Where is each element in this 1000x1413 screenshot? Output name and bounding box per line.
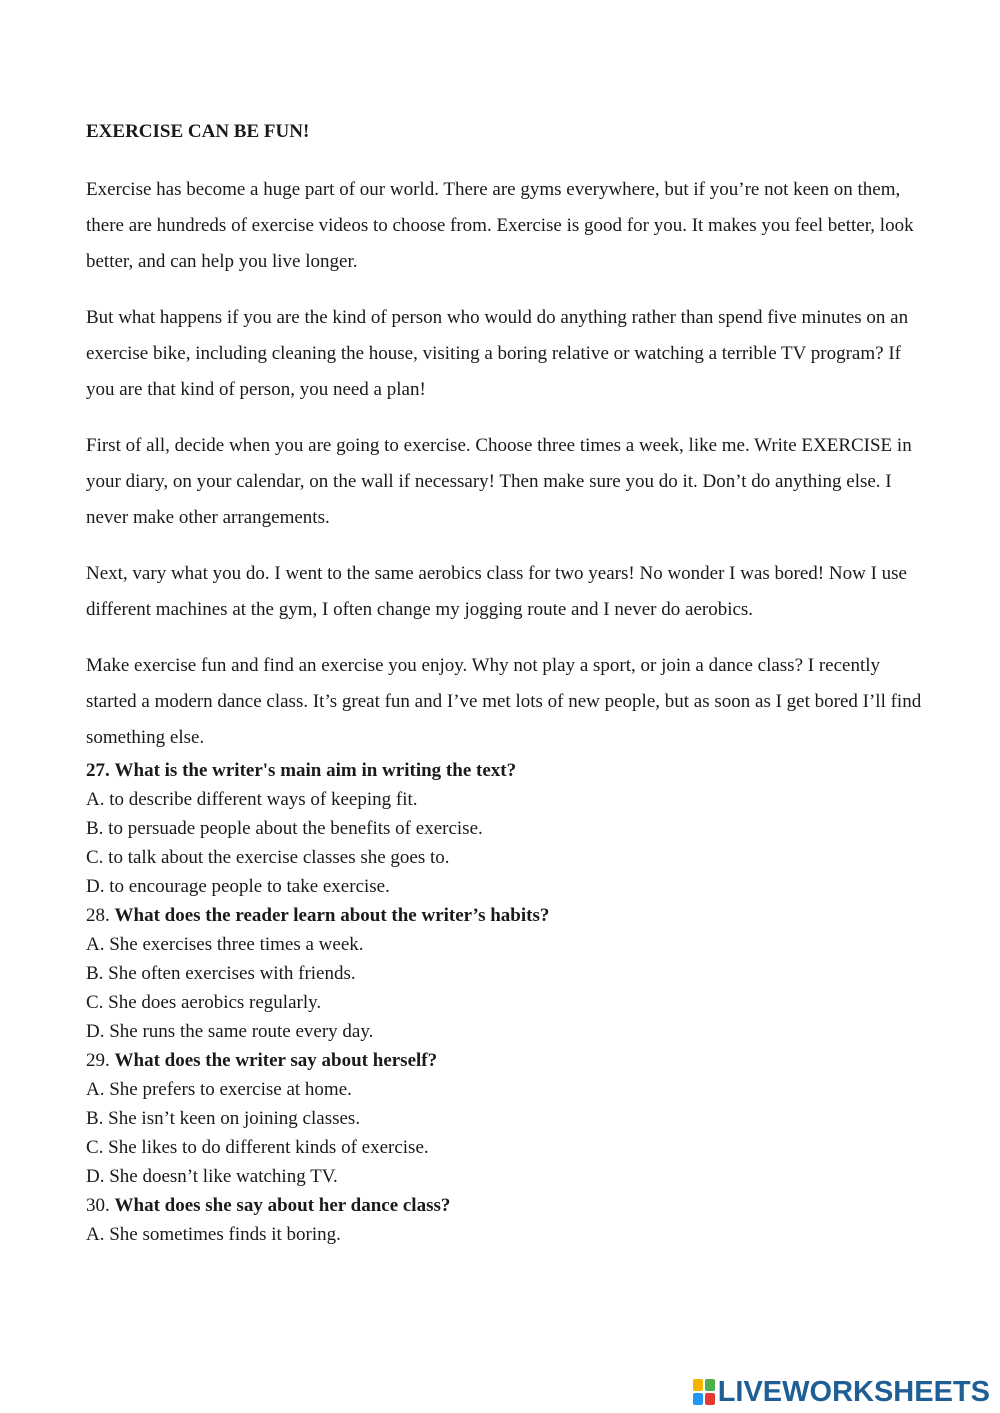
paragraph-5: Make exercise fun and find an exercise you enjoy. Why not play a sport, or join a dance class? I recently started a modern dance class. It’s great fun and I’ve met lots of new people, but as soon as I get bored I’ll find something else. <box>86 655 922 748</box>
option-a[interactable]: A. She sometimes finds it boring. <box>86 1224 341 1245</box>
question-text: What is the writer's main aim in writing the text? <box>114 760 517 781</box>
option-b[interactable]: B. to persuade people about the benefits of exercise. <box>86 818 483 839</box>
question-number: 27. <box>86 760 110 781</box>
question-number: 30. <box>86 1195 110 1216</box>
question-28 <box>86 901 928 1046</box>
question-text: What does the writer say about herself? <box>114 1050 438 1071</box>
logo-square-icon <box>705 1393 715 1405</box>
question-number: 28. <box>86 905 110 926</box>
paragraph-2: But what happens if you are the kind of person who would do anything rather than spend five minutes on an exercise bike, including cleaning the house, visiting a boring relative or watching a terrible TV program? If you are that kind of person, you need a plan! <box>86 307 909 400</box>
question-text: What does she say about her dance class? <box>114 1195 451 1216</box>
logo-square-icon <box>693 1393 703 1405</box>
option-c[interactable]: C. She likes to do different kinds of exercise. <box>86 1137 429 1158</box>
question-number: 29. <box>86 1050 110 1071</box>
document-title: EXERCISE CAN BE FUN! <box>86 121 310 142</box>
option-d[interactable]: D. to encourage people to take exercise. <box>86 876 390 897</box>
question-27 <box>86 756 928 901</box>
logo-text: LIVEWORKSHEETS <box>717 1375 990 1408</box>
paragraph-4: Next, vary what you do. I went to the same aerobics class for two years! No wonder I was bored! Now I use different machines at the gym, I often change my jogging route and I never do aerobics. <box>86 563 907 620</box>
option-d[interactable]: D. She runs the same route every day. <box>86 1021 374 1042</box>
question-30-stem <box>86 1191 928 1220</box>
paragraph-1: Exercise has become a huge part of our world. There are gyms everywhere, but if you’re not keen on them, there are hundreds of exercise videos to choose from. Exercise is good for you. It makes you feel better, look better, and can help you live longer. <box>86 179 914 272</box>
question-30 <box>86 1191 928 1249</box>
option-d[interactable]: D. She doesn’t like watching TV. <box>86 1166 338 1187</box>
option-a[interactable]: A. She prefers to exercise at home. <box>86 1079 352 1100</box>
logo-square-icon <box>693 1379 703 1391</box>
question-28-stem <box>86 901 928 930</box>
liveworksheets-logo <box>693 1375 990 1409</box>
option-b[interactable]: B. She often exercises with friends. <box>86 963 356 984</box>
option-a[interactable]: A. to describe different ways of keeping fit. <box>86 789 418 810</box>
logo-square-icon <box>705 1379 715 1391</box>
question-29-stem <box>86 1046 928 1075</box>
paragraph-3: First of all, decide when you are going to exercise. Choose three times a week, like me. Write EXERCISE in your diary, on your calendar, on the wall if necessary! Then make sure you do it. Don’t do anything else. I never make other arrangements. <box>86 435 912 528</box>
option-c[interactable]: C. to talk about the exercise classes she goes to. <box>86 847 450 868</box>
question-text: What does the reader learn about the writer’s habits? <box>114 905 550 926</box>
logo-mark-icon <box>693 1379 715 1405</box>
option-b[interactable]: B. She isn’t keen on joining classes. <box>86 1108 361 1129</box>
question-27-stem <box>86 756 928 785</box>
question-29 <box>86 1046 928 1191</box>
option-a[interactable]: A. She exercises three times a week. <box>86 934 364 955</box>
worksheet-page <box>86 118 928 1249</box>
option-c[interactable]: C. She does aerobics regularly. <box>86 992 322 1013</box>
